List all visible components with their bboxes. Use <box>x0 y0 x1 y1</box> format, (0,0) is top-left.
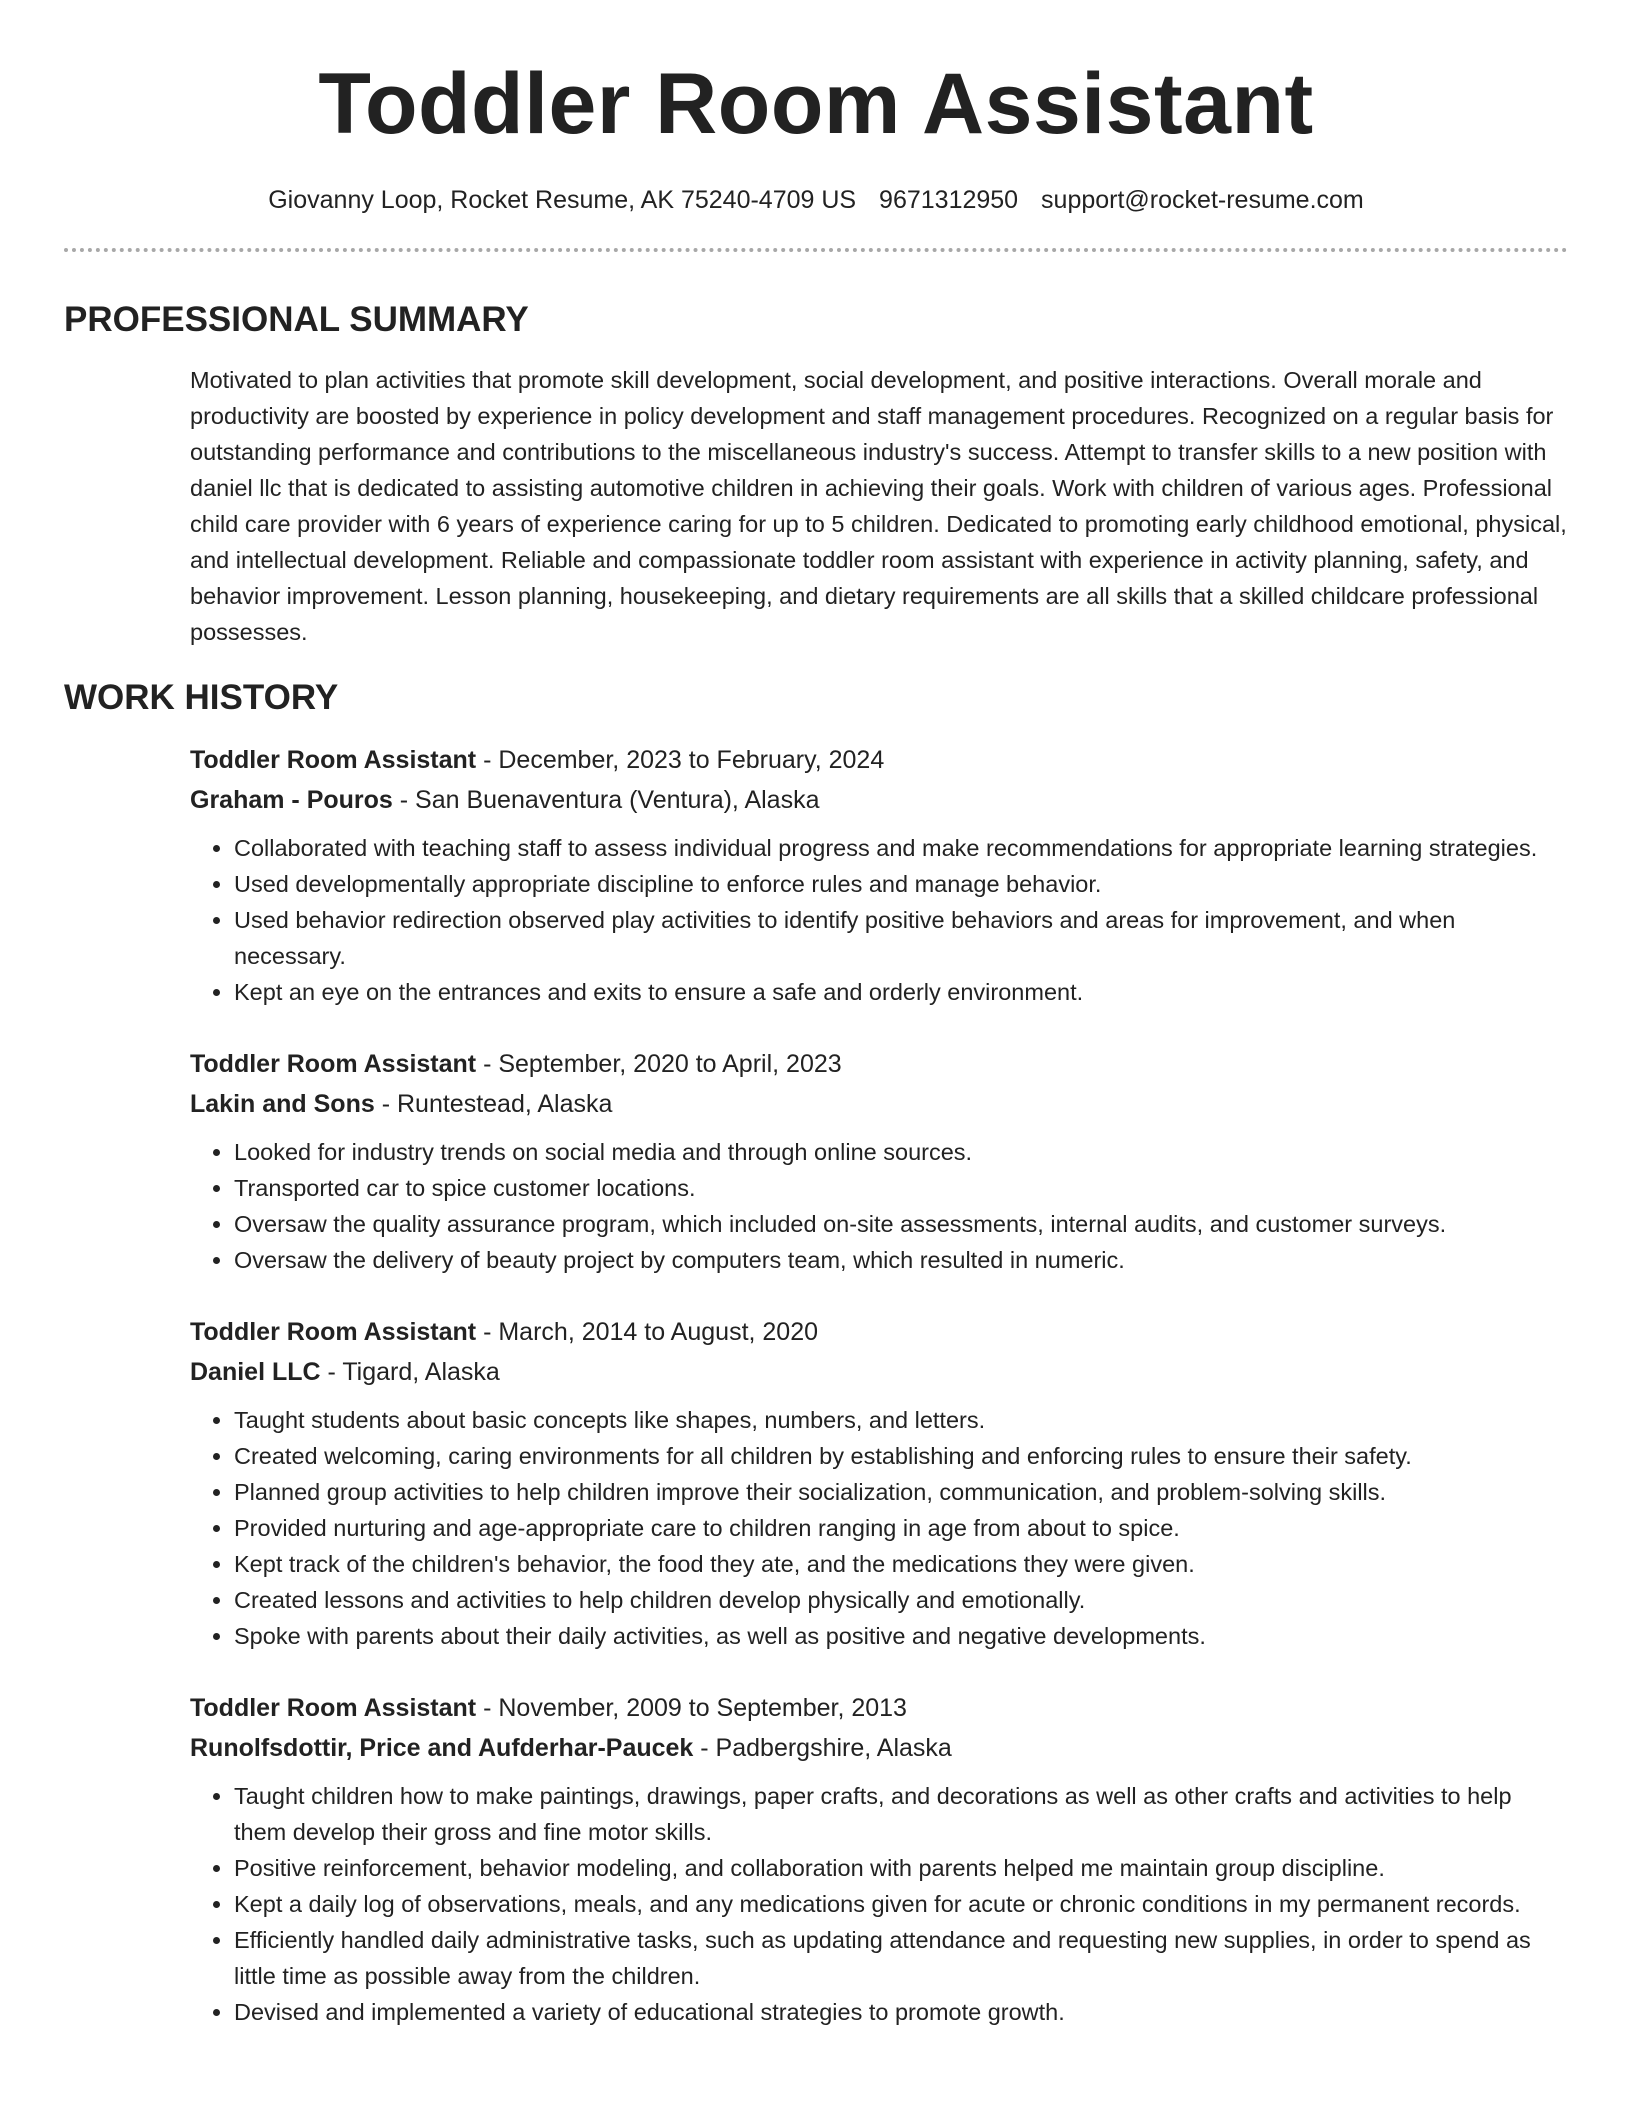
work-history-list <box>190 740 1568 2030</box>
summary-heading: PROFESSIONAL SUMMARY <box>64 300 529 339</box>
job-bullet: • Used behavior redirection observed play activities to identify positive behaviors and areas for improvement, and when necessary. <box>234 902 1568 974</box>
job-bullet: • Looked for industry trends on social media and through online sources. <box>234 1134 1568 1170</box>
work-history-heading: WORK HISTORY <box>64 678 339 717</box>
job-title-line <box>190 1688 1568 1728</box>
job-location: - Padbergshire, Alaska <box>693 1734 952 1762</box>
job-bullets <box>190 830 1568 1010</box>
job-bullet: • Oversaw the quality assurance program, which included on-site assessments, internal audits, and customer surveys. <box>234 1206 1568 1242</box>
job-location: - Runtestead, Alaska <box>374 1090 613 1118</box>
job-dates: - November, 2009 to September, 2013 <box>476 1694 907 1722</box>
job-title: Toddler Room Assistant <box>190 1694 477 1722</box>
job-bullet: • Transported car to spice customer locations. <box>234 1170 1568 1206</box>
job-title: Toddler Room Assistant <box>190 746 477 774</box>
job-dates: - December, 2023 to February, 2024 <box>476 746 885 774</box>
job-bullet: • Taught children how to make paintings, drawings, paper crafts, and decorations as well as other crafts and activities to help them develop their gross and fine motor skills. <box>234 1778 1568 1850</box>
job-company: Graham - Pouros <box>190 786 393 814</box>
job-bullets <box>190 1778 1568 2030</box>
job-company-line <box>190 1728 1568 1768</box>
job-bullet: • Kept track of the children's behavior, the food they ate, and the medications they were given. <box>234 1546 1568 1582</box>
job-bullet: • Oversaw the delivery of beauty project by computers team, which resulted in numeric. <box>234 1242 1568 1278</box>
job-bullet: • Kept an eye on the entrances and exits to ensure a safe and orderly environment. <box>234 974 1568 1010</box>
job-bullet: • Kept a daily log of observations, meals, and any medications given for acute or chronic conditions in my permanent records. <box>234 1886 1568 1922</box>
job-location: - Tigard, Alaska <box>320 1358 500 1386</box>
job-bullet: • Provided nurturing and age-appropriate care to children ranging in age from about to spice. <box>234 1510 1568 1546</box>
job-bullet: • Created lessons and activities to help children develop physically and emotionally. <box>234 1582 1568 1618</box>
job-bullet: • Efficiently handled daily administrative tasks, such as updating attendance and requesting new supplies, in order to spend as little time as possible away from the children. <box>234 1922 1568 1994</box>
contact-email: support@rocket-resume.com <box>1041 186 1364 214</box>
job-dates: - September, 2020 to April, 2023 <box>476 1050 842 1078</box>
job-title: Toddler Room Assistant <box>190 1050 477 1078</box>
job-entry <box>190 1688 1568 2030</box>
resume-title: Toddler Room Assistant <box>318 56 1314 152</box>
job-company: Lakin and Sons <box>190 1090 375 1118</box>
job-entry <box>190 740 1568 1010</box>
job-bullet: • Spoke with parents about their daily activities, as well as positive and negative developments. <box>234 1618 1568 1654</box>
job-title: Toddler Room Assistant <box>190 1318 477 1346</box>
job-entry <box>190 1044 1568 1278</box>
job-company: Runolfsdottir, Price and Aufderhar-Paucek <box>190 1734 694 1762</box>
job-company: Daniel LLC <box>190 1358 321 1386</box>
contact-phone: 9671312950 <box>879 186 1019 214</box>
job-bullet: • Created welcoming, caring environments for all children by establishing and enforcing rules to ensure their safety. <box>234 1438 1568 1474</box>
summary-text: Motivated to plan activities that promote skill development, social development, and positive interactions. Overall morale and productivity are boosted by experience in policy development and staff management procedures. Recognized on a regular basis for outstanding performance and contributions to the miscellaneous industry's success. Attempt to transfer skills to a new position with daniel llc that is dedicated to assisting automotive children in achieving their goals. Work with children of various ages. Professional child care provider with 6 years of experience caring for up to 5 children. Dedicated to promoting early childhood emotional, physical, and intellectual development. Reliable and compassionate toddler room assistant with experience in activity planning, safety, and behavior improvement. Lesson planning, housekeeping, and dietary requirements are all skills that a skilled childcare professional possesses. <box>190 367 1567 645</box>
job-bullet: • Devised and implemented a variety of educational strategies to promote growth. <box>234 1994 1568 2030</box>
job-bullet: • Positive reinforcement, behavior modeling, and collaboration with parents helped me maintain group discipline. <box>234 1850 1568 1886</box>
header-divider <box>64 248 1568 252</box>
job-company-line <box>190 1084 1568 1124</box>
job-bullet: • Planned group activities to help children improve their socialization, communication, and problem-solving skills. <box>234 1474 1568 1510</box>
job-bullet: • Used developmentally appropriate discipline to enforce rules and manage behavior. <box>234 866 1568 902</box>
job-title-line <box>190 1044 1568 1084</box>
job-company-line <box>190 780 1568 820</box>
contact-line <box>64 184 1568 216</box>
job-bullet: • Collaborated with teaching staff to assess individual progress and make recommendations for appropriate learning strategies. <box>234 830 1568 866</box>
job-location: - San Buenaventura (Ventura), Alaska <box>392 786 820 814</box>
job-company-line <box>190 1352 1568 1392</box>
contact-address: Giovanny Loop, Rocket Resume, AK 75240-4709 US <box>268 186 857 214</box>
job-dates: - March, 2014 to August, 2020 <box>476 1318 819 1346</box>
job-bullet: • Taught students about basic concepts like shapes, numbers, and letters. <box>234 1402 1568 1438</box>
job-bullets <box>190 1134 1568 1278</box>
job-title-line <box>190 1312 1568 1352</box>
job-entry <box>190 1312 1568 1654</box>
job-title-line <box>190 740 1568 780</box>
job-bullets <box>190 1402 1568 1654</box>
